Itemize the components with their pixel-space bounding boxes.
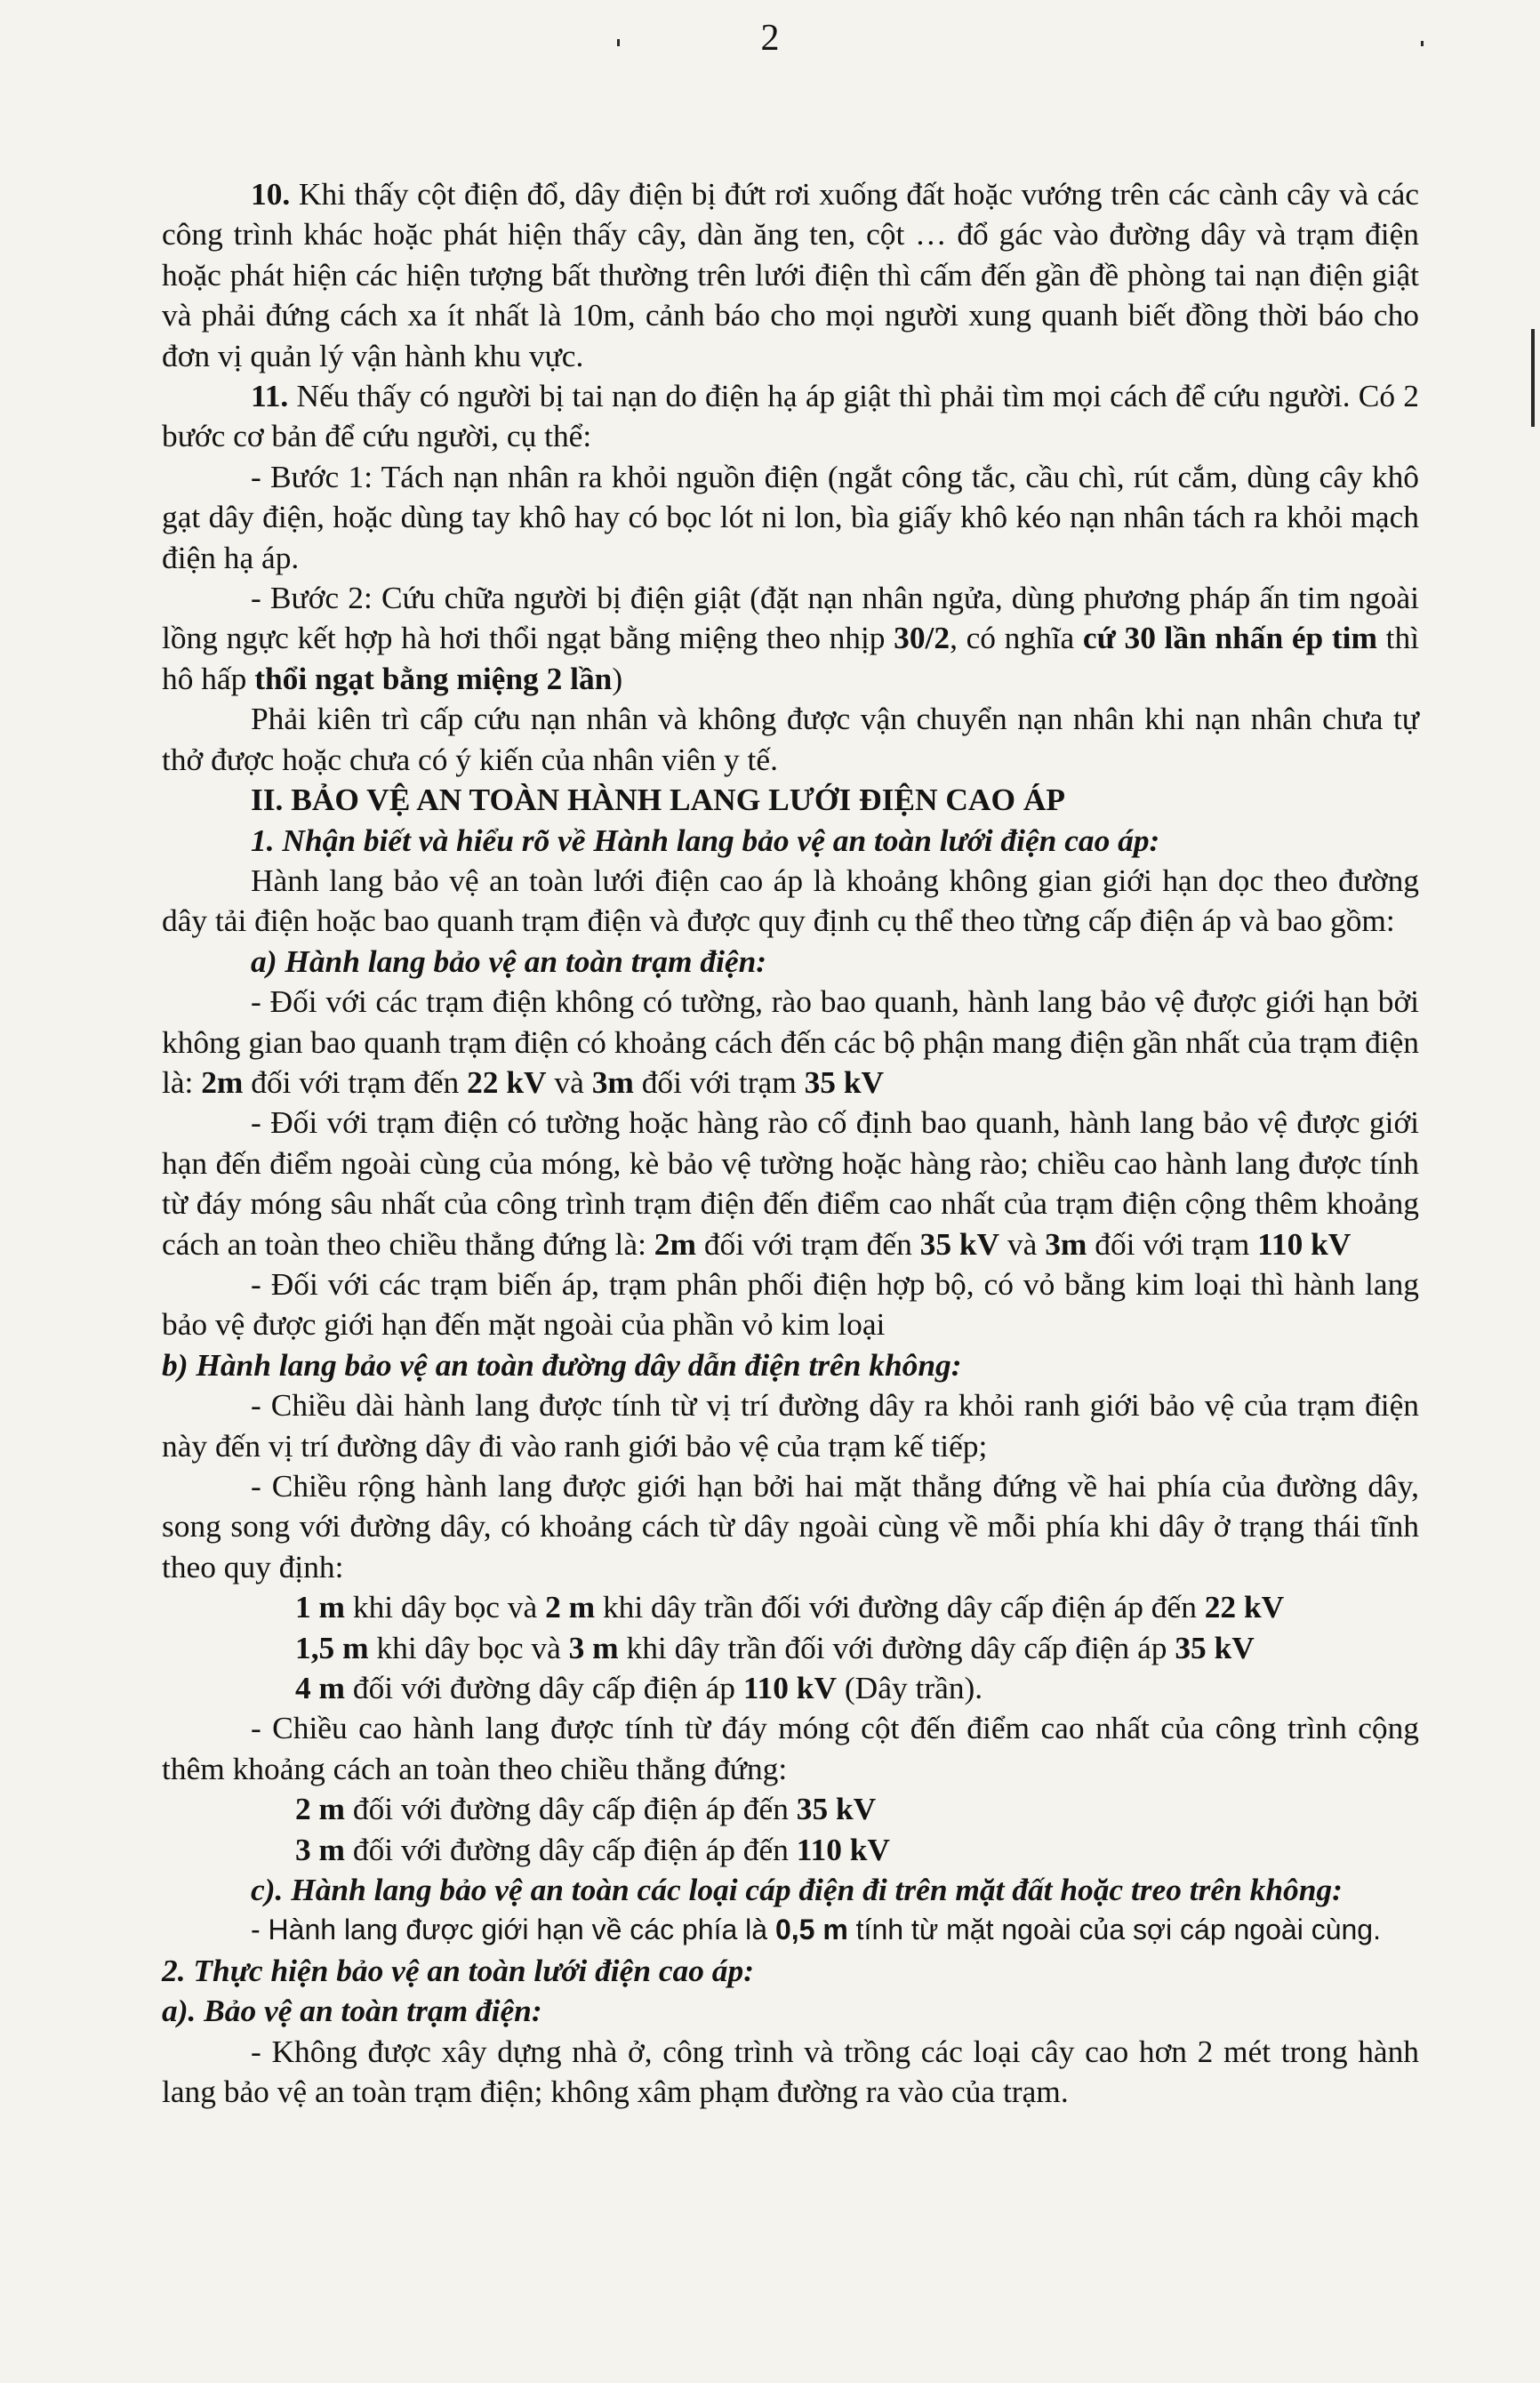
text-run: đối với đường dây cấp điện áp: [345, 1670, 743, 1706]
text-run: cứ 30 lần nhấn ép tim: [1082, 620, 1377, 656]
paragraph-10: [162, 174, 1419, 376]
text-run: 35 kV: [796, 1791, 877, 1827]
subsection-2a-title: a). Bảo vệ an toàn trạm điện:: [162, 1993, 542, 2029]
page-number: 2: [760, 18, 780, 59]
text-run: 2m: [654, 1225, 696, 1262]
text-run: - Đối với trạm điện có tường hoặc hàng rào cố định bao quanh, hành lang bảo vệ được giới hạn đến điểm ngoài cùng của móng, kè bảo vệ tường hoặc hàng rào; chiều cao hành lang được tính từ đáy móng sâu nhất của công trình trạm điện đến điểm cao nhất của trạm điện cộng thêm khoảng cách an toàn theo chiều thẳng đứng là:: [162, 1104, 1419, 1262]
text-run: - Bước 2: Cứu chữa người bị điện giật (đặt nạn nhân ngửa, dùng phương pháp ấn tim ngoài lồng ngực kết hợp hà hơi thổi ngạt bằng miệng theo nhịp: [162, 580, 1419, 656]
width-item-3: [162, 1668, 1419, 1708]
text-run: - Đối với các trạm điện không có tường, rào bao quanh, hành lang bảo vệ được giới hạn bởi không gian bao quanh trạm điện có khoảng cách đến các bộ phận mang điện gần nhất của trạm điện là:: [162, 983, 1419, 1100]
text-run: đối với đường dây cấp điện áp đến: [345, 1831, 797, 1867]
text-run: 2m: [201, 1063, 244, 1100]
text-run: 1,5 m: [295, 1629, 369, 1665]
text-run: khi dây bọc và: [368, 1629, 569, 1665]
text-run: đối với đường dây cấp điện áp đến: [345, 1791, 797, 1827]
line-rule-width: - Chiều rộng hành lang được giới hạn bởi hai mặt thẳng đứng về hai phía của đường dây, song song với đường dây, có khoảng cách từ dây ngoài cùng về mỗi phía khi dây ở trạng thái tĩnh theo quy định:: [162, 1468, 1419, 1585]
text-run: 35 kV: [1175, 1629, 1255, 1665]
text-run: ): [612, 660, 623, 696]
text-run: khi dây trần đối với đường dây cấp điện áp đến: [595, 1589, 1205, 1625]
item-number: 11.: [251, 378, 289, 414]
width-item-1: [162, 1587, 1419, 1627]
text-run: 4 m: [295, 1670, 346, 1706]
text-run: đối với trạm: [633, 1063, 805, 1100]
height-item-1: [162, 1789, 1419, 1829]
text-run: 1 m: [295, 1589, 346, 1625]
text-run: - Hành lang được giới hạn về các phía là: [251, 1914, 775, 1946]
subsection-c-title: c). Hành lang bảo vệ an toàn các loại cáp điện đi trên mặt đất hoặc treo trên không:: [251, 1872, 1343, 1908]
text-run: 3m: [1045, 1225, 1087, 1262]
text-run: đối với trạm đến: [695, 1225, 920, 1262]
text-run: thì hô hấp: [162, 620, 1419, 696]
item-number: 10.: [251, 176, 291, 212]
rescue-step-1: - Bước 1: Tách nạn nhân ra khỏi nguồn điện (ngắt công tắc, cầu chì, rút cắm, dùng cây khô gạt dây điện, hoặc dùng tay khô hay có bọc lót ni lon, bìa giấy khô kéo nạn nhân tách ra khỏi mạch điện hạ áp.: [162, 458, 1419, 575]
text-run: và: [999, 1225, 1046, 1262]
text-run: thổi ngạt bằng miệng 2 lần: [254, 660, 613, 696]
station-protection-rule: - Không được xây dựng nhà ở, công trình và trồng các loại cây cao hơn 2 mét trong hành lang bảo vệ an toàn trạm điện; không xâm phạm đường ra vào của trạm.: [162, 2033, 1419, 2110]
subsection-a-title: a) Hành lang bảo vệ an toàn trạm điện:: [251, 943, 767, 979]
text-run: 22 kV: [467, 1063, 547, 1100]
text-run: và: [546, 1063, 592, 1100]
text-run: 35 kV: [919, 1225, 1000, 1262]
text-run: 110 kV: [1257, 1225, 1352, 1262]
text-run: 3m: [591, 1063, 634, 1100]
scan-edge-mark: [1531, 329, 1535, 427]
paragraph-text: Nếu thấy có người bị tai nạn do điện hạ áp giật thì phải tìm mọi cách để cứu người. Có 2 bước cơ bản để cứu người, cụ thể:: [162, 378, 1419, 454]
text-run: 22 kV: [1204, 1589, 1285, 1625]
scan-speck: [1421, 41, 1424, 46]
text-run: tính từ mặt ngoài của sợi cáp ngoài cùng.: [847, 1914, 1381, 1946]
line-rule-length: - Chiều dài hành lang được tính từ vị trí đường dây ra khỏi ranh giới bảo vệ của trạm điện này đến vị trí đường dây đi vào ranh giới bảo vệ của trạm kế tiếp;: [162, 1387, 1419, 1464]
text-run: khi dây trần đối với đường dây cấp điện áp: [618, 1629, 1175, 1665]
text-run: 110 kV: [796, 1831, 890, 1867]
text-run: 35 kV: [804, 1063, 885, 1100]
text-run: 3 m: [295, 1831, 346, 1867]
section-heading: II. BẢO VỆ AN TOÀN HÀNH LANG LƯỚI ĐIỆN CAO ÁP: [251, 782, 1066, 818]
definition-paragraph: Hành lang bảo vệ an toàn lưới điện cao áp là khoảng không gian giới hạn dọc theo đường dây tải điện hoặc bao quanh trạm điện và được quy định cụ thể theo từng cấp điện áp và bao gồm:: [162, 862, 1419, 939]
cable-rule: [162, 1910, 1419, 1950]
text-run: 30/2: [894, 620, 950, 656]
rescue-step-2: [162, 578, 1419, 699]
station-rule-3: - Đối với các trạm biến áp, trạm phân phối điện hợp bộ, có vỏ bằng kim loại thì hành lang bảo vệ được giới hạn đến mặt ngoài của phần vỏ kim loại: [162, 1265, 1419, 1343]
text-run: 0,5 m: [774, 1914, 848, 1946]
text-run: khi dây bọc và: [345, 1589, 546, 1625]
text-run: 2 m: [295, 1791, 346, 1827]
line-rule-height: - Chiều cao hành lang được tính từ đáy móng cột đến điểm cao nhất của công trình cộng thêm khoảng cách an toàn theo chiều thẳng đứng:: [162, 1710, 1419, 1786]
text-run: , có nghĩa: [950, 620, 1083, 656]
subsection-2-title: 2. Thực hiện bảo vệ an toàn lưới điện cao áp:: [162, 1952, 754, 1988]
document-body: [162, 174, 1419, 2113]
subsection-heading: 1. Nhận biết và hiểu rõ về Hành lang bảo vệ an toàn lưới điện cao áp:: [251, 822, 1160, 858]
subsection-b-title: b) Hành lang bảo vệ an toàn đường dây dẫn điện trên không:: [162, 1346, 962, 1383]
station-rule-2: [162, 1103, 1419, 1264]
text-run: đối với trạm: [1087, 1225, 1258, 1262]
height-item-2: [162, 1830, 1419, 1870]
text-run: 3 m: [568, 1629, 619, 1665]
text-run: 2 m: [545, 1589, 596, 1625]
scan-speck: [617, 39, 620, 46]
text-run: (Dây trần).: [837, 1670, 983, 1706]
station-rule-1: [162, 982, 1419, 1103]
text-run: 110 kV: [742, 1670, 838, 1706]
paragraph-11: [162, 376, 1419, 457]
width-item-2: [162, 1628, 1419, 1668]
paragraph-text: Khi thấy cột điện đổ, dây điện bị đứt rơi xuống đất hoặc vướng trên các cành cây và các công trình khác hoặc phát hiện thấy cây, dàn ăng ten, cột … đổ gác vào đường dây và trạm điện hoặc phát hiện các hiện tượng bất thường trên lưới điện thì cấm đến gần đề phòng tai nạn điện giật và phải đứng cách xa ít nhất là 10m, cảnh báo cho mọi người xung quanh biết đồng thời báo cho đơn vị quản lý vận hành khu vực.: [162, 176, 1419, 373]
persist-paragraph: Phải kiên trì cấp cứu nạn nhân và không được vận chuyển nạn nhân khi nạn nhân chưa tự thở được hoặc chưa có ý kiến của nhân viên y tế.: [162, 701, 1419, 777]
text-run: đối với trạm đến: [243, 1063, 468, 1100]
